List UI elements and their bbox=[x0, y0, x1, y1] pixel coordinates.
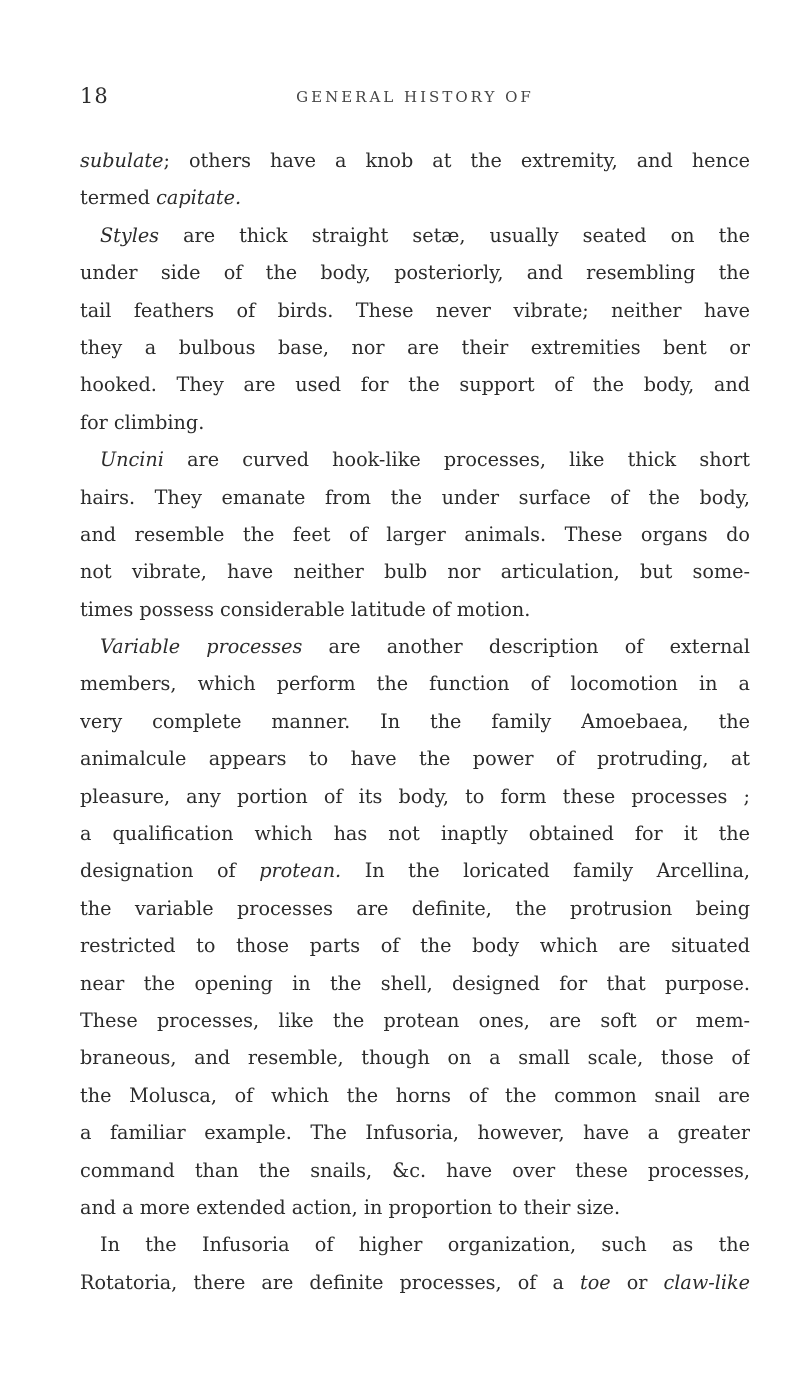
text-run: a qualification which has not inaptly obtained for it the bbox=[80, 822, 750, 846]
text-line bbox=[80, 1152, 750, 1189]
italic-term: subulate bbox=[80, 149, 164, 172]
text-run: command than the snails, &c. have over these processes, bbox=[80, 1158, 750, 1182]
text-line bbox=[80, 852, 750, 889]
text-run: are thick straight setæ, usually seated on the bbox=[159, 223, 750, 247]
text-run: times possess considerable latitude of motion. bbox=[80, 597, 531, 621]
text-run: termed bbox=[80, 186, 157, 210]
text-run: a familiar example. The Infusoria, however, have a greater bbox=[80, 1121, 750, 1145]
text-line bbox=[80, 516, 750, 553]
text-line bbox=[80, 292, 750, 329]
text-line bbox=[80, 217, 750, 254]
text-run: These processes, like the protean ones, are soft or mem- bbox=[80, 1008, 750, 1032]
text-run: under side of the body, posteriorly, and resembling the bbox=[80, 261, 750, 285]
page-number: 18 bbox=[80, 84, 109, 108]
text-run: Rotatoria, there are definite processes, of a bbox=[80, 1270, 580, 1294]
italic-term: Uncini bbox=[100, 448, 164, 472]
text-line bbox=[80, 815, 750, 852]
text-run: animalcule appears to have the power of protruding, at bbox=[80, 747, 750, 771]
text-run: ; others have a knob at the extremity, and hence bbox=[163, 149, 750, 172]
text-line bbox=[80, 1002, 750, 1039]
text-line bbox=[80, 1114, 750, 1151]
text-run: In the loricated family Arcellina, bbox=[341, 859, 750, 883]
text-run: or bbox=[610, 1270, 664, 1294]
text-run: and resemble the feet of larger animals. These organs do bbox=[80, 522, 750, 546]
text-line bbox=[80, 179, 750, 216]
text-run: not vibrate, have neither bulb nor articulation, but some- bbox=[80, 560, 750, 584]
italic-term: protean. bbox=[259, 859, 342, 883]
text-line bbox=[80, 778, 750, 815]
text-line bbox=[80, 404, 750, 441]
text-line bbox=[80, 703, 750, 740]
text-line bbox=[80, 890, 750, 927]
text-line bbox=[80, 965, 750, 1002]
text-run: near the opening in the shell, designed for that purpose. bbox=[80, 971, 750, 995]
italic-term: toe bbox=[579, 1270, 611, 1294]
text-run: hooked. They are used for the support of the body, and bbox=[80, 373, 750, 397]
text-run: restricted to those parts of the body which are situated bbox=[80, 934, 750, 958]
text-run: In the Infusoria of higher organization, such as the bbox=[100, 1233, 750, 1257]
text-line bbox=[80, 254, 750, 291]
running-head: GENERAL HISTORY OF bbox=[296, 88, 534, 106]
text-line bbox=[80, 553, 750, 590]
text-run: tail feathers of birds. These never vibrate; neither have bbox=[80, 298, 750, 322]
text-run: very complete manner. In the family Amoebaea, the bbox=[80, 709, 750, 733]
text-run: the Molusca, of which the horns of the common snail are bbox=[80, 1083, 750, 1107]
italic-term: capitate. bbox=[156, 186, 242, 210]
text-run: hairs. They emanate from the under surface of the body, bbox=[80, 485, 750, 509]
text-run: for climbing. bbox=[80, 410, 205, 434]
italic-term: Variable processes bbox=[100, 635, 303, 659]
text-run: designation of bbox=[80, 859, 260, 883]
italic-term: claw-like bbox=[663, 1270, 750, 1294]
italic-term: Styles bbox=[100, 223, 160, 247]
text-run: are curved hook-like processes, like thick short bbox=[163, 448, 750, 472]
text-line bbox=[80, 1039, 750, 1076]
page-header bbox=[80, 84, 750, 114]
text-run: braneous, and resemble, though on a small scale, those of bbox=[80, 1046, 750, 1070]
text-line bbox=[80, 1077, 750, 1114]
text-line bbox=[80, 1226, 750, 1263]
text-run: the variable processes are definite, the protrusion being bbox=[80, 896, 750, 920]
text-line bbox=[80, 441, 750, 478]
text-line bbox=[80, 1189, 750, 1226]
text-line bbox=[80, 665, 750, 702]
text-line bbox=[80, 142, 750, 179]
text-line bbox=[80, 1264, 750, 1301]
text-run: members, which perform the function of locomotion in a bbox=[80, 672, 750, 696]
text-line bbox=[80, 927, 750, 964]
body-text bbox=[80, 142, 750, 1301]
text-run: are another description of external bbox=[302, 635, 750, 659]
text-run: and a more extended action, in proportion to their size. bbox=[80, 1195, 621, 1219]
text-line bbox=[80, 740, 750, 777]
text-line bbox=[80, 366, 750, 403]
text-line bbox=[80, 479, 750, 516]
text-line bbox=[80, 591, 750, 628]
text-run: pleasure, any portion of its body, to form these processes ; bbox=[80, 784, 750, 808]
text-line bbox=[80, 628, 750, 665]
text-line bbox=[80, 329, 750, 366]
text-run: they a bulbous base, nor are their extremities bent or bbox=[80, 335, 750, 359]
